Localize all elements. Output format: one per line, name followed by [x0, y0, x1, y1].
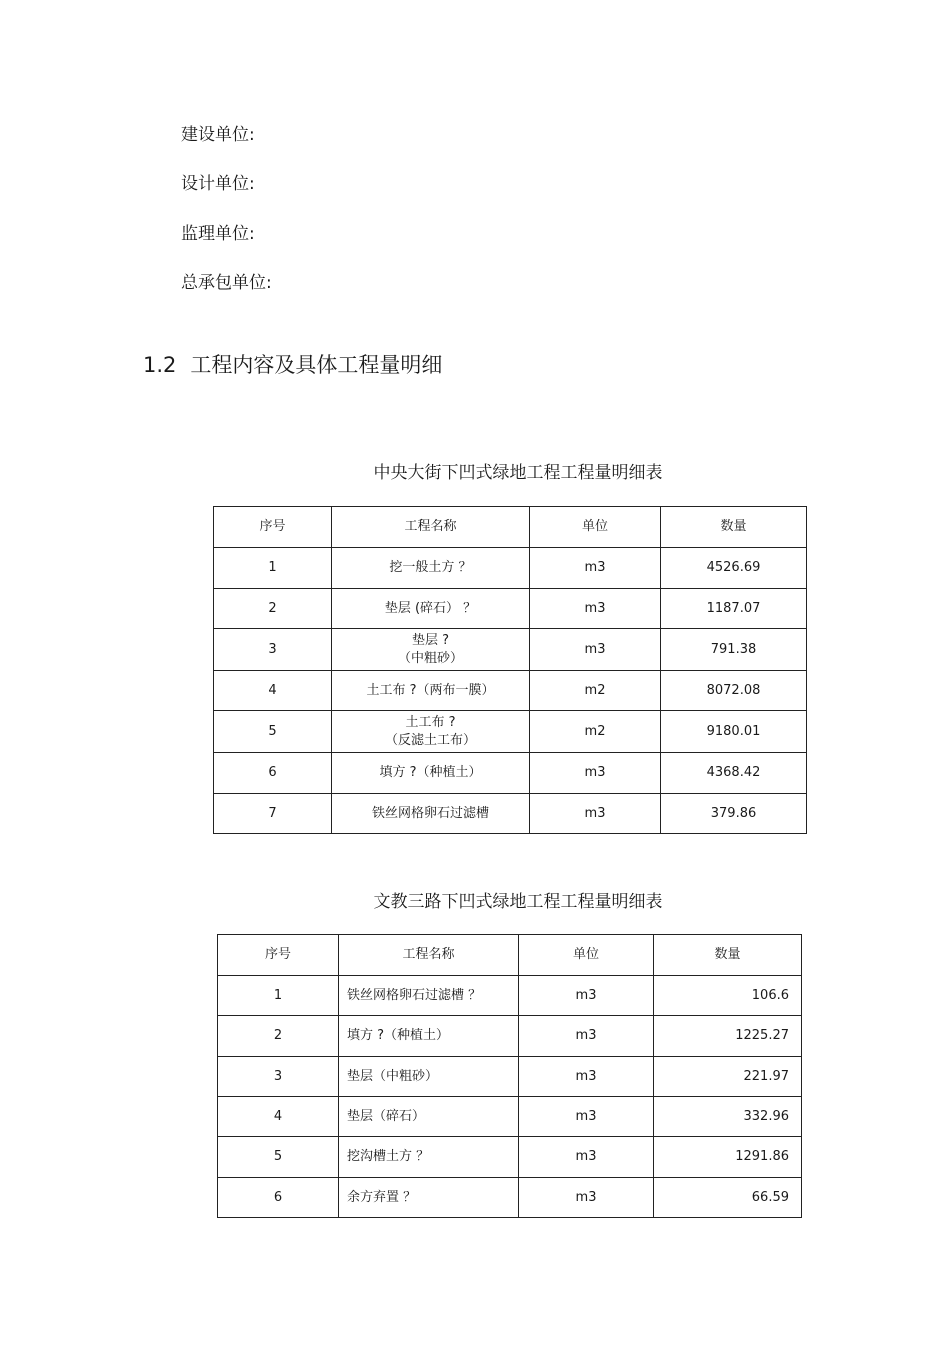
table1-name-cell: [332, 753, 530, 794]
table1-qty-cell: 9180.01: [661, 711, 807, 753]
table2-unit-cell: m3: [519, 1137, 654, 1178]
table2-header-row: [218, 935, 802, 976]
table2-header-cell: 数量: [654, 935, 802, 976]
table2-name-cell: 填方 ?（种植土）: [339, 1016, 519, 1057]
general-contractor-label: 总承包单位:: [181, 273, 272, 293]
table1-name-cell: [332, 711, 530, 753]
table1-qty-cell: 1187.07: [661, 589, 807, 629]
table2-row: [218, 1137, 802, 1178]
table1: [213, 506, 807, 834]
table2-no-cell: 2: [218, 1016, 339, 1057]
table1-header-cell: 工程名称: [332, 507, 530, 548]
table1-row: [214, 711, 807, 753]
table2-qty-cell: 221.97: [654, 1057, 802, 1097]
table1-name-line: 垫层 ?: [411, 632, 450, 648]
table1-header-cell: 序号: [214, 507, 332, 548]
table1-name-line: 铁丝网格卵石过滤槽: [371, 805, 489, 821]
table2-header-cell: 单位: [519, 935, 654, 976]
table2-no-cell: 1: [218, 976, 339, 1016]
table1-row: [214, 794, 807, 834]
table2-unit-cell: m3: [519, 1016, 654, 1057]
table2-qty-cell: 332.96: [654, 1097, 802, 1137]
table2-row: [218, 1097, 802, 1137]
section-title: 工程内容及具体工程量明细: [190, 353, 443, 377]
table2-no-cell: 6: [218, 1178, 339, 1218]
table1-header-cell: 数量: [661, 507, 807, 548]
table1-row: [214, 589, 807, 629]
table2-row: [218, 1057, 802, 1097]
section-heading: [143, 352, 442, 378]
table1-header-cell: 单位: [530, 507, 661, 548]
table2-header-cell: 序号: [218, 935, 339, 976]
table2-name-cell: 垫层（中粗砂）: [339, 1057, 519, 1097]
table2-name-cell: 余方弃置 ？: [339, 1178, 519, 1218]
table1-no-cell: 2: [214, 589, 332, 629]
table1-name-line: （反滤土工布）: [384, 732, 476, 748]
table2: [217, 934, 802, 1218]
table1-qty-cell: 379.86: [661, 794, 807, 834]
table2-header-cell: 工程名称: [339, 935, 519, 976]
table2-row: [218, 1178, 802, 1218]
table1-header-row: [214, 507, 807, 548]
table1-qty-cell: 4368.42: [661, 753, 807, 794]
table1-name-cell: [332, 589, 530, 629]
table1-row: [214, 671, 807, 711]
table2-unit-cell: m3: [519, 976, 654, 1016]
table1-no-cell: 3: [214, 629, 332, 671]
table1-row: [214, 548, 807, 589]
table1-unit-cell: m3: [530, 548, 661, 589]
table2-no-cell: 4: [218, 1097, 339, 1137]
construction-unit-label: 建设单位:: [181, 125, 255, 145]
table2-title: 文教三路下凹式绿地工程工程量明细表: [373, 892, 663, 912]
table1-qty-cell: 791.38: [661, 629, 807, 671]
table1-name-line: （中粗砂）: [397, 650, 463, 666]
table1-name-line: 土工布 ?（两布一膜）: [366, 682, 495, 698]
table2-row: [218, 976, 802, 1016]
section-number: 1.2: [143, 353, 177, 377]
table2-no-cell: 3: [218, 1057, 339, 1097]
table1-title: 中央大街下凹式绿地工程工程量明细表: [373, 463, 663, 483]
table1-name-cell: [332, 548, 530, 589]
table1-unit-cell: m3: [530, 629, 661, 671]
table2-unit-cell: m3: [519, 1057, 654, 1097]
table2-qty-cell: 1291.86: [654, 1137, 802, 1178]
table2-qty-cell: 66.59: [654, 1178, 802, 1218]
table1-unit-cell: m3: [530, 589, 661, 629]
table2-unit-cell: m3: [519, 1178, 654, 1218]
table2-qty-cell: 1225.27: [654, 1016, 802, 1057]
table2-name-cell: 垫层（碎石）: [339, 1097, 519, 1137]
table1-name-cell: [332, 671, 530, 711]
table1-no-cell: 7: [214, 794, 332, 834]
design-unit-label: 设计单位:: [181, 174, 255, 194]
table1-unit-cell: m3: [530, 794, 661, 834]
table2-name-cell: 挖沟槽土方 ？: [339, 1137, 519, 1178]
supervision-unit-label: 监理单位:: [181, 224, 255, 244]
table2-name-cell: 铁丝网格卵石过滤槽 ？: [339, 976, 519, 1016]
table1-qty-cell: 4526.69: [661, 548, 807, 589]
table1-no-cell: 6: [214, 753, 332, 794]
table1-qty-cell: 8072.08: [661, 671, 807, 711]
table1-name-line: 填方 ?（种植土）: [379, 765, 482, 780]
table1-name-line: 土工布 ?: [405, 714, 456, 730]
table1-unit-cell: m3: [530, 753, 661, 794]
table2-row: [218, 1016, 802, 1057]
table2-no-cell: 5: [218, 1137, 339, 1178]
table1-no-cell: 1: [214, 548, 332, 589]
table2-unit-cell: m3: [519, 1097, 654, 1137]
table1-unit-cell: m2: [530, 711, 661, 753]
table1-row: [214, 629, 807, 671]
table1-name-line: 挖一般土方 ？: [389, 560, 472, 575]
table1-no-cell: 4: [214, 671, 332, 711]
table1-unit-cell: m2: [530, 671, 661, 711]
table2-qty-cell: 106.6: [654, 976, 802, 1016]
table1-row: [214, 753, 807, 794]
table1-name-cell: [332, 629, 530, 671]
table1-name-cell: [332, 794, 530, 834]
table1-no-cell: 5: [214, 711, 332, 753]
table1-name-line: 垫层 (碎石） ？: [384, 600, 477, 616]
